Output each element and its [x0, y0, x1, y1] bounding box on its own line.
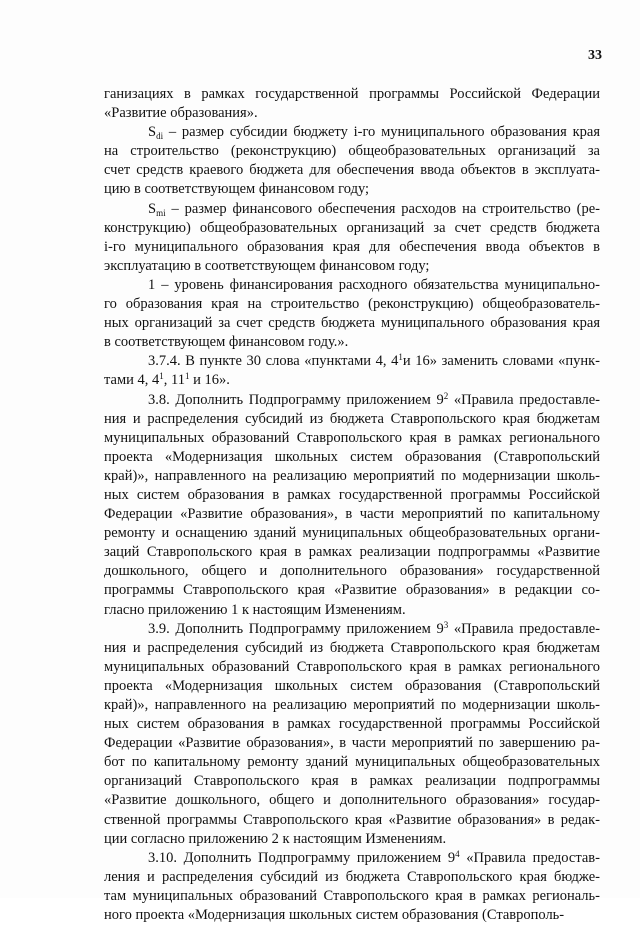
superscript: 3: [443, 619, 449, 630]
text-run: конструкцию) общеобразовательных организаций за счет средств бюджета: [104, 219, 600, 236]
paragraph: [104, 276, 600, 352]
text-line: [104, 620, 600, 639]
text-run: муниципальных образований Ставропольского края в рамках регионального: [104, 429, 600, 446]
text-line: [104, 696, 600, 715]
text-run: эксплуатацию в соответствующем финансовом году;: [104, 257, 430, 274]
text-run: Федерации «Развитие образования», в части мероприятий по завершению ра-: [104, 735, 600, 752]
text-line: [104, 601, 600, 620]
text-line: [104, 180, 600, 199]
text-run: 3.10. Дополнить Подпрограмму приложением 9: [148, 849, 456, 866]
text-line: [104, 295, 600, 314]
text-line: [104, 467, 600, 486]
text-run: Федерации «Развитие образования», в части мероприятий по капитальному: [104, 506, 600, 523]
text-run: организаций Ставропольского края в рамках реализации подпрограммы: [104, 773, 600, 790]
text-line: [104, 352, 600, 371]
text-line: [104, 677, 600, 696]
text-line: [104, 505, 600, 524]
text-line: [104, 581, 600, 600]
text-line: [104, 849, 600, 868]
subscript: mi: [156, 207, 166, 218]
text-run: на строительство (реконструкцию) общеобразовательных организаций за: [104, 143, 600, 160]
text-run: S: [148, 124, 157, 141]
superscript: 1: [159, 371, 164, 382]
text-run: 3.7.4. В пункте 30 слова «пунктами 4, 4: [148, 353, 399, 370]
subscript: di: [156, 131, 164, 142]
text-run: тами 4, 4: [104, 372, 160, 389]
paragraph: [104, 200, 600, 276]
text-run: i-го муниципального образования края для обеспечения ввода объектов в: [104, 238, 600, 255]
text-run: ственной программы Ставропольского края «Развитие образования» в редак-: [104, 811, 600, 828]
text-line: [104, 715, 600, 734]
text-line: [104, 333, 600, 352]
paragraph: [104, 620, 600, 849]
text-run: ного проекта «Модернизация школьных систем образования (Ставрополь-: [104, 907, 565, 924]
text-run: 3.9. Дополнить Подпрограмму приложением 9: [148, 620, 444, 637]
text-run: край)», направленного на реализацию мероприятий по модернизации школь-: [104, 467, 600, 484]
text-run: 1 – уровень финансирования расходного обязательства муниципально-: [148, 276, 600, 293]
paragraph: [104, 391, 600, 620]
text-run: S: [148, 200, 157, 217]
text-line: [104, 371, 600, 390]
superscript: 4: [455, 848, 460, 859]
text-line: [104, 543, 600, 562]
text-run: счет средств краевого бюджета для обеспечения ввода объектов в эксплуата-: [104, 162, 600, 179]
text-run: «Правила предоставле-: [448, 391, 600, 408]
text-run: ремонту и оснащению зданий муниципальных общеобразовательных органи-: [104, 525, 600, 542]
paragraph: [104, 85, 600, 123]
text-run: ния и распределения субсидий из бюджета Ставропольского края бюджетам: [104, 410, 600, 427]
text-run: заций Ставропольского края в рамках реализации подпрограммы «Развитие: [104, 544, 600, 561]
text-run: «Развитие дошкольного, общего и дополнительного образования» государ-: [104, 792, 600, 809]
text-line: [104, 772, 600, 791]
text-line: [104, 486, 600, 505]
text-run: проекта «Модернизация школьных систем образования (Ставропольский: [104, 677, 600, 694]
text-line: [104, 314, 600, 333]
text-line: [104, 753, 600, 772]
text-line: [104, 830, 600, 849]
superscript: 1: [184, 371, 190, 382]
text-line: [104, 85, 600, 104]
text-line: [104, 391, 600, 410]
superscript: 1: [398, 352, 403, 363]
text-line: [104, 257, 600, 276]
text-run: цию в соответствующем финансовом году;: [104, 181, 370, 198]
text-run: , 11: [163, 372, 185, 389]
text-line: [104, 200, 600, 219]
text-run: ных систем образования в рамках государственной программы Российской: [104, 486, 600, 503]
text-line: [104, 161, 600, 180]
text-line: [104, 219, 600, 238]
text-run: в соответствующем финансовом году.».: [104, 334, 349, 351]
text-run: программы Ставропольского края «Развитие образования» в редакции со-: [104, 582, 600, 599]
text-run: и 16» заменить словами «пунк-: [402, 353, 600, 370]
text-run: «Развитие образования».: [104, 105, 258, 122]
text-run: муниципальных образований Ставропольского края в рамках регионального: [104, 658, 600, 675]
text-run: ных организаций за счет средств бюджета муниципального образования края: [104, 315, 600, 332]
text-line: [104, 410, 600, 429]
text-run: и 16».: [189, 372, 230, 389]
document-body: [104, 85, 600, 925]
text-run: – размер субсидии бюджету i-го муниципального образования края: [163, 124, 600, 141]
text-run: «Правила предоставле-: [448, 620, 600, 637]
text-line: [104, 104, 600, 123]
text-line: [104, 562, 600, 581]
text-run: край)», направленного на реализацию мероприятий по модернизации школь-: [104, 697, 600, 713]
text-run: там муниципальных образований Ставропольского края в рамках региональ-: [104, 887, 600, 904]
text-line: [104, 448, 600, 467]
text-run: ции согласно приложению 2 к настоящим Изменениям.: [104, 830, 447, 847]
text-run: ления и распределения субсидий из бюджета Ставропольского края бюдже-: [104, 868, 600, 885]
text-line: [104, 524, 600, 543]
text-line: [104, 658, 600, 677]
text-run: ганизациях в рамках государственной программы Российской Федерации: [104, 86, 600, 102]
text-line: [104, 639, 600, 658]
paragraph: [104, 123, 600, 199]
paragraph: [104, 849, 600, 925]
text-line: [104, 429, 600, 448]
superscript: 2: [443, 390, 449, 401]
paragraph: [104, 352, 600, 390]
text-run: ных систем образования в рамках государственной программы Российской: [104, 716, 600, 733]
text-line: [104, 123, 600, 142]
text-run: проекта «Модернизация школьных систем образования (Ставропольский: [104, 448, 600, 465]
text-line: [104, 238, 600, 257]
text-line: [104, 868, 600, 887]
text-line: [104, 906, 600, 925]
text-line: [104, 734, 600, 753]
text-run: ния и распределения субсидий из бюджета Ставропольского края бюджетам: [104, 639, 600, 656]
text-run: бот по капитальному ремонту зданий муниципальных общеобразовательных: [104, 754, 600, 771]
text-line: [104, 142, 600, 161]
text-run: дошкольного, общего и дополнительного образования» государственной: [104, 563, 600, 580]
text-line: [104, 887, 600, 906]
page-number: 33: [588, 48, 602, 63]
text-run: 3.8. Дополнить Подпрограмму приложением 9: [148, 391, 444, 408]
text-run: – размер финансового обеспечения расходов на строительство (ре-: [165, 200, 600, 217]
text-line: [104, 811, 600, 830]
text-run: гласно приложению 1 к настоящим Изменениям.: [104, 601, 406, 618]
text-run: го образования края на строительство (реконструкцию) общеобразователь-: [104, 296, 600, 313]
text-run: «Правила предостав-: [459, 849, 600, 866]
text-line: [104, 791, 600, 810]
text-line: [104, 276, 600, 295]
